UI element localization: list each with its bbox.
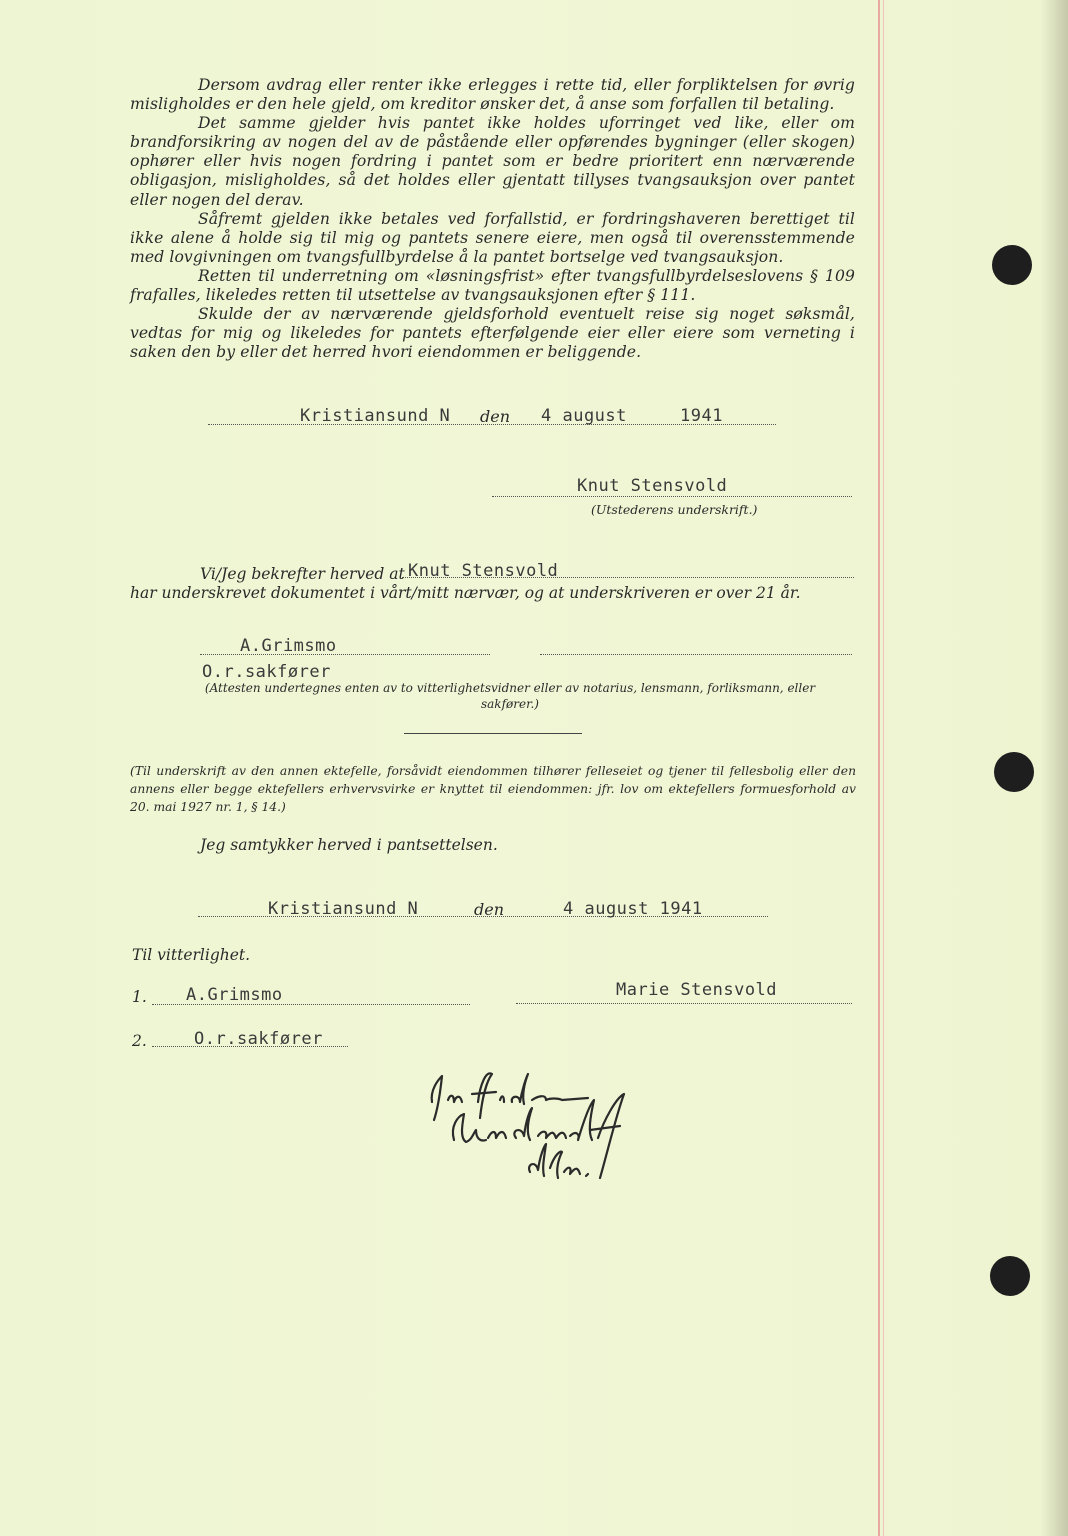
attest-name: Knut Stensvold — [408, 561, 559, 581]
page-edge-shadow — [1040, 0, 1068, 1536]
spouse-note: (Til underskrift av den annen ektefelle, forsåvidt eiendommen tilhører felleseiet og tjener til fellesbolig eller den annens eller begge ektefellers erhvervsvirke er knyttet til eiendommen: jfr. lov om ektefellers formuesforhold av 20. mai 1927 nr. 1, § 14.) — [130, 764, 856, 814]
sig-stroke — [532, 1096, 588, 1100]
sig-stroke — [529, 1144, 546, 1176]
sig-stroke — [472, 1092, 496, 1094]
sig-stroke — [448, 1096, 462, 1102]
paragraph-text: Dersom avdrag eller renter ikke erlegges i rette tid, eller forpliktelsen for øvrig misligholdes er den hele gjeld, om kreditor ønsker det, å anse som forfallen til betaling. — [130, 76, 855, 114]
attest-line-2: har underskrevet dokumentet i vårt/mitt nærvær, og at underskriveren er over 21 år. — [130, 584, 801, 602]
punch-hole-middle — [994, 752, 1034, 792]
margin-rule-secondary — [883, 0, 884, 1536]
witness-2-name: O.r.sakfører — [194, 1029, 323, 1049]
sig-stroke — [598, 1094, 624, 1178]
attest-witness-name: A.Grimsmo — [240, 636, 337, 656]
witness-1-name: A.Grimsmo — [186, 985, 283, 1005]
witness-1-number: 1. — [132, 988, 147, 1006]
sig-stroke — [514, 1108, 532, 1140]
handwritten-signature — [420, 1060, 700, 1190]
sig-stroke — [570, 1100, 594, 1140]
attest-prefix: Vi/Jeg bekrefter herved at — [200, 565, 405, 583]
punch-hole-top — [992, 245, 1032, 285]
sig-stroke — [512, 1074, 528, 1104]
date-line-1-den: den — [480, 407, 511, 426]
witness-2-number: 2. — [132, 1032, 147, 1050]
paragraph-default — [130, 76, 855, 114]
issuer-signature: Knut Stensvold — [577, 476, 728, 496]
sig-stroke — [538, 1132, 566, 1138]
attest-witness-title: O.r.sakfører — [202, 662, 331, 682]
date-line-1-year: 1941 — [680, 406, 723, 426]
sig-stroke — [432, 1076, 442, 1120]
paragraph-text: Skulde der av nærværende gjeldsforhold eventuelt reise sig noget søksmål, vedtas for mig og likeledes for pantets efterfølgende eier eller eiere som verneting i saken den by eller det herred hvori eiendommen er beliggende. — [130, 305, 855, 362]
date-line-2-date: 4 august 1941 — [563, 899, 703, 919]
witness-label: Til vitterlighet. — [132, 946, 251, 964]
margin-rule — [878, 0, 880, 1536]
body-text — [130, 76, 855, 362]
date-line-1-place: Kristiansund N — [300, 406, 451, 426]
consent-text: Jeg samtykker herved i pantsettelsen. — [200, 836, 498, 854]
attest-caption: (Attesten undertegnes enten av to vitterlighetsvidner eller av notarius, lensmann, forliksmann, eller sakfører.) — [204, 681, 816, 711]
sig-stroke — [550, 1152, 562, 1178]
sig-stroke — [564, 1168, 580, 1174]
sig-stroke — [590, 1126, 620, 1130]
date-line-1-daymonth: 4 august — [541, 406, 627, 426]
sig-stroke — [586, 1174, 588, 1176]
punch-hole-bottom — [990, 1256, 1030, 1296]
paragraph-text: Retten til underretning om «løsningsfrist» efter tvangsfullbyrdelseslovens § 109 frafalles, likeledes retten til utsettelse av tvangsauksjonen efter § 111. — [130, 266, 855, 305]
paragraph-insurance — [130, 114, 855, 209]
paragraph-text: Såfremt gjelden ikke betales ved forfallstid, er fordringshaveren berettiget til ikke alene å holde sig til mig og pantets senere eiere, men også til overensstemmende med lovgivningen om tvangsfullbyrdelse å la pantet bortselge ved tvangsauksjon. — [130, 209, 855, 266]
date-line-2-den: den — [474, 900, 505, 919]
paragraph-notice — [130, 267, 855, 305]
sig-stroke — [500, 1096, 504, 1102]
date-line-2-place: Kristiansund N — [268, 899, 419, 919]
paragraph-maturity — [130, 210, 855, 267]
witness-2-rule — [540, 654, 852, 655]
issuer-signature-rule — [492, 496, 852, 497]
sig-stroke — [488, 1132, 506, 1138]
paragraph-text: Det samme gjelder hvis pantet ikke holdes uforringet ved like, eller om brandforsikring av nogen del av de påstående eller opførendes bygninger (eller skogen) ophører eller hvis nogen fordring i pantet som er bedre prioritert enn nærværende obligasjon, misligholdes, så det holdes eller gjentatt tillyses tvangsauksjon over pantet eller nogen del derav. — [130, 114, 855, 209]
issuer-signature-caption: (Utstederens underskrift.) — [591, 502, 758, 517]
spouse-signature: Marie Stensvold — [616, 980, 778, 1000]
divider — [404, 733, 582, 734]
paragraph-venue — [130, 305, 855, 362]
spouse-sign-rule — [516, 1003, 852, 1004]
sig-stroke — [478, 1073, 492, 1118]
